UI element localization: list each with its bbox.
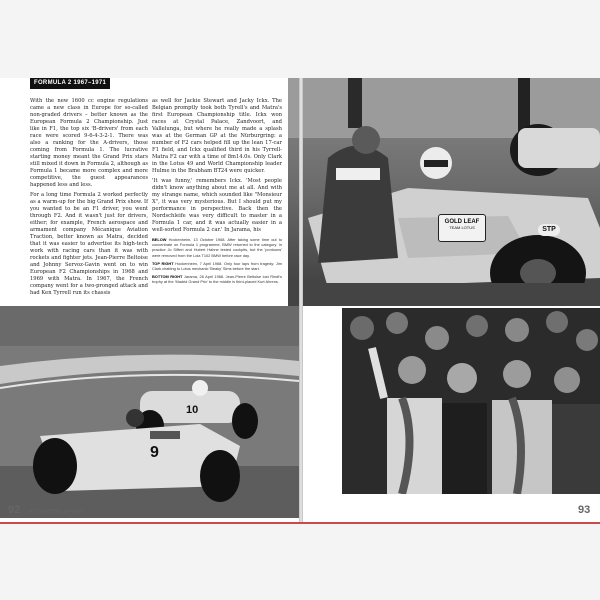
caption-label: BOTTOM RIGHT bbox=[152, 274, 183, 280]
caption-label: TOP RIGHT bbox=[152, 260, 174, 266]
gold-leaf-panel bbox=[438, 214, 486, 242]
car-number-front: 9 bbox=[150, 444, 159, 461]
caption-top-right bbox=[152, 261, 282, 271]
car-number-rear: 10 bbox=[186, 404, 199, 416]
photo-clark-lotus bbox=[288, 78, 600, 306]
caption-text: Hockenheim, 13 October 1968. After taking some time out to concentrate on Formula 1 programme, BMW returned to the category. In practice Jo Siffert and Hubert Hahne tested cockpits, but the 'pontoons' were removed from the Lola T102 BMW before race day. bbox=[152, 237, 282, 258]
section-header-tag: FORMULA 2 1967–1971 bbox=[30, 78, 110, 89]
text-column-middle bbox=[152, 98, 282, 288]
page-gutter bbox=[299, 78, 303, 522]
page-number-right: 93 bbox=[578, 504, 591, 516]
body-paragraph: With the new 1600 cc engine regulations came a new class in Europe for so-called non-graded drivers – better known as the European Formula 2 Championship. Just like in F1, the top six 'B-drivers' from each race were scored 9-6-4-3-2-1. There was also a ranking for the A-drivers, those coming from Formula 1. The lucrative starting money meant the Grand Prix stars still mixed it down in Formula 2, although as Formula 1 became more complex and more competitive, the guest appearances happened less and less. bbox=[30, 98, 148, 188]
caption-text: Hockenheim, 7 April 1968. Only four laps from tragedy: Jim Clark chatting to Lotus mechanic 'Beaky' Sims before the start. bbox=[152, 260, 282, 272]
team-lotus-text: TEAM LOTUS bbox=[449, 225, 475, 230]
publication-name: AUTOMOBILSPORT bbox=[28, 509, 84, 515]
stp-badge: STP bbox=[538, 224, 560, 236]
body-paragraph: For a long time Formula 2 worked perfectly as a warm-up for the big Grand Prix show. If you wanted to be an F1 driver, you went through F2. And it wasn't just for drivers, either; for example, French aerospace and armament company Mécanique Aviation Traction, better known as Matra, decided that it was easier to advertise its high-tech work with racing cars than it was with rockets and fighter jets. Jean-Pierre Beltoise and Johnny Servoz-Gavin went on to win European F2 Championships in 1968 and 1969 with Matra. In 1967, the French company went for a two-pronged attack and had Ken Tyrrell run its chassis bbox=[30, 192, 148, 296]
body-paragraph: as well for Jackie Stewart and Jacky Ickx. The Belgian promptly took both Tyrell's and Matra's first European Championship title. Ickx won races at Crystal Palace, Zandvoort, and Vallelunga, but where he really made a splash was at the German GP at the Nürburgring: a number of F2 cars helped fill up the lean 17-car F1 field, and Ickx qualified third in his Tyrrell-Matra F2 car with a time of 8m14.0s. Only Clark in the Lotus 49 and World Championship leader Hulme in the Brabham BT24 were quicker. bbox=[152, 98, 282, 174]
photo-podium-celebration bbox=[342, 308, 600, 494]
caption-bottom-right bbox=[152, 274, 282, 284]
body-paragraph: 'It was funny,' remembers Ickx. 'Most people didn't know anything about me at all. And with my strange name, which sounded like "Monsieur X", it was very mysterious. But I should put my performance in perspective. Back then the Nordschleife was very difficult to master in a Formula 1 car, and it was actually easier in a well-sorted Formula 2 car.' In Jarama, his bbox=[152, 178, 282, 233]
caption-text: Jarama, 28 April 1968. Jean-Pierre Beltoise lost Rindt's trophy at the 'Madrid Grand Prix' to the middle is third-placed Kurt Ahrens. bbox=[152, 274, 282, 285]
page-number-left: 92 bbox=[8, 504, 21, 516]
caption-label: BELOW bbox=[152, 237, 167, 242]
text-column-left bbox=[30, 98, 148, 300]
gold-leaf-text: GOLD LEAF bbox=[444, 219, 480, 225]
photo-bmw-racing bbox=[0, 306, 299, 518]
folio-right bbox=[578, 500, 590, 518]
caption-below bbox=[152, 237, 282, 258]
folio-left bbox=[8, 500, 84, 518]
bottom-edge-strip bbox=[0, 522, 600, 524]
